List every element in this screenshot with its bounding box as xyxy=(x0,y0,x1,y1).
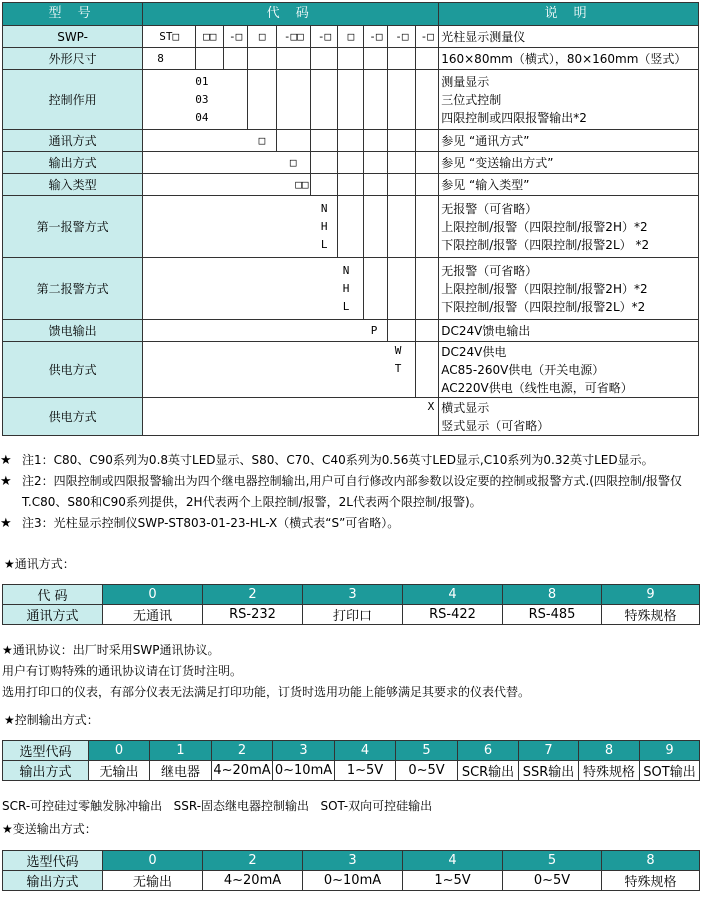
tx-section-title: ★变送输出方式： xyxy=(2,822,97,836)
alarm2-code-h: H xyxy=(342,281,350,295)
power-desc-2: AC85-260V供电（开关电源） xyxy=(441,362,605,377)
series-label: SWP- xyxy=(3,26,143,48)
display-desc-2: 竖式显示（可省略） xyxy=(441,418,550,433)
control-code-04: 04 xyxy=(195,110,209,124)
header-row xyxy=(3,3,699,26)
ctrl-code: 4 xyxy=(335,741,396,761)
tx-header-label: 选型代码 xyxy=(3,851,103,871)
code-input: -□□ xyxy=(277,26,311,48)
tx-code: 2 xyxy=(203,851,303,871)
ctrl-value: 特殊规格 xyxy=(579,761,640,781)
tx-value: 0~10mA xyxy=(303,871,403,891)
input-label: 输入类型 xyxy=(3,174,143,196)
ctrl-value: SCR输出 xyxy=(458,761,519,781)
star-icon: ★ xyxy=(0,453,12,468)
comm-code: 4 xyxy=(403,585,503,605)
size-desc: 160×80mm（横式），80×160mm（竖式） xyxy=(439,48,699,70)
tx-table xyxy=(2,850,700,891)
tx-value-row xyxy=(3,871,700,891)
comm-value: RS-422 xyxy=(403,605,503,625)
note-2-text: 注2：四限控制或四限报警输出为四个继电器控制输出,用户可自行修改内部参数以设定要的控制或报警方式.(四限控制/报警仅T.C80、S80和C90系列提供，2H代表两个上限控制/报警，2L代表两个限控制/报警)。 xyxy=(22,474,682,509)
ctrl-note: SCR-可控硅过零触发脉冲输出 SSR-固态继电器控制输出 SOT-双向可控硅输出 xyxy=(2,799,433,813)
display-label: 供电方式 xyxy=(3,398,143,436)
comm-code: □ xyxy=(143,130,277,152)
control-row xyxy=(3,70,699,130)
note-3-text: 注3：光柱显示控制仪SWP-ST803-01-23-HL-X（横式表“S”可省略）。 xyxy=(22,516,400,530)
tx-code: 4 xyxy=(403,851,503,871)
output-row xyxy=(3,152,699,174)
alarm1-code-l: L xyxy=(320,237,328,251)
size-row xyxy=(3,48,699,70)
code-power: -□ xyxy=(388,26,416,48)
code-control: -□ xyxy=(224,26,248,48)
tx-value: 1~5V xyxy=(403,871,503,891)
ctrl-value: 0~5V xyxy=(396,761,458,781)
ctrl-header-label: 选型代码 xyxy=(3,741,89,761)
input-desc: 参见 “输入类型” xyxy=(439,174,699,196)
code-size: □□ xyxy=(196,26,224,48)
control-desc-3: 四限控制或四限报警输出*2 xyxy=(441,110,587,125)
comm-value: 特殊规格 xyxy=(602,605,700,625)
header-desc: 说 明 xyxy=(439,3,699,26)
ctrl-code: 6 xyxy=(458,741,519,761)
star-icon: ★ xyxy=(0,516,12,531)
comm-value: 无通讯 xyxy=(103,605,203,625)
ctrl-value: 继电器 xyxy=(150,761,212,781)
comm-value-row xyxy=(3,605,700,625)
code-feed: -□ xyxy=(364,26,388,48)
note-3 xyxy=(0,513,701,534)
feed-code: P xyxy=(143,320,388,342)
ctrl-value: 4~20mA xyxy=(212,761,273,781)
comm-note-2: 用户有订购特殊的通讯协议请在订货时注明。 xyxy=(2,664,243,678)
feed-label: 馈电输出 xyxy=(3,320,143,342)
alarm2-desc-1: 无报警（可省略） xyxy=(441,263,538,278)
output-desc: 参见 “变送输出方式” xyxy=(439,152,699,174)
comm-value: 打印口 xyxy=(303,605,403,625)
control-desc-2: 三位式控制 xyxy=(441,92,502,107)
alarm1-label: 第一报警方式 xyxy=(3,196,143,258)
size-label: 外形尺寸 xyxy=(3,48,143,70)
code-st: ST□ xyxy=(143,26,196,48)
control-desc-1: 测量显示 xyxy=(441,74,490,89)
output-label: 输出方式 xyxy=(3,152,143,174)
feed-desc: DC24V馈电输出 xyxy=(439,320,699,342)
comm-code: 9 xyxy=(602,585,700,605)
feed-row xyxy=(3,320,699,342)
ctrl-value: SSR输出 xyxy=(519,761,579,781)
ctrl-code: 9 xyxy=(640,741,700,761)
display-desc-1: 横式显示 xyxy=(441,400,490,415)
tx-value: 0~5V xyxy=(503,871,602,891)
comm-header-label: 代 码 xyxy=(3,585,103,605)
ctrl-table xyxy=(2,740,700,781)
ctrl-code: 1 xyxy=(150,741,212,761)
star-icon: ★ xyxy=(0,474,12,489)
ctrl-section-title: ★控制输出方式： xyxy=(4,713,99,727)
ctrl-value: 0~10mA xyxy=(273,761,335,781)
ctrl-value: SOT输出 xyxy=(640,761,700,781)
comm-section-title: ★通讯方式： xyxy=(4,557,75,571)
code-alarm2: □ xyxy=(338,26,364,48)
ctrl-code-row xyxy=(3,741,700,761)
alarm2-desc-2: 上限控制/报警（四限控制/报警2H）*2 xyxy=(441,281,648,296)
control-code-01: 01 xyxy=(195,74,209,88)
power-code-t: T xyxy=(394,362,402,375)
comm-value: RS-232 xyxy=(203,605,303,625)
code-alarm1: -□ xyxy=(311,26,338,48)
note-1-text: 注1：C80、C90系列为0.8英寸LED显示、S80、C70、C40系列为0.56英寸LED显示,C10系列为0.32英寸LED显示。 xyxy=(22,453,654,467)
comm-code: 0 xyxy=(103,585,203,605)
alarm1-desc-3: 下限控制/报警（四限控制/报警2L） *2 xyxy=(441,237,650,252)
comm-note-1: ★通讯协议：出厂时采用SWP通讯协议。 xyxy=(2,643,220,657)
power-code-w: W xyxy=(394,344,402,357)
ctrl-code: 0 xyxy=(89,741,150,761)
ctrl-code: 5 xyxy=(396,741,458,761)
control-label: 控制作用 xyxy=(3,70,143,130)
ctrl-code: 3 xyxy=(273,741,335,761)
tx-code: 3 xyxy=(303,851,403,871)
note-2 xyxy=(0,471,701,513)
ctrl-code: 7 xyxy=(519,741,579,761)
alarm2-code-l: L xyxy=(342,299,350,313)
display-row xyxy=(3,398,699,436)
comm-note-3: 选用打印口的仪表，有部分仪表无法满足打印功能，订货时选用功能上能够满足其要求的仪表代替。 xyxy=(2,685,531,699)
size-code: 8 xyxy=(143,48,196,70)
comm-row xyxy=(3,130,699,152)
alarm1-desc-1: 无报警（可省略） xyxy=(441,201,538,216)
notes xyxy=(0,450,701,534)
control-code-03: 03 xyxy=(195,92,209,106)
comm-row-label: 通讯方式 xyxy=(3,605,103,625)
comm-table xyxy=(2,584,700,625)
power-row xyxy=(3,342,699,398)
alarm2-row xyxy=(3,258,699,320)
comm-code-row xyxy=(3,585,700,605)
comm-value: RS-485 xyxy=(503,605,602,625)
ctrl-value: 1~5V xyxy=(335,761,396,781)
tx-code: 8 xyxy=(602,851,700,871)
alarm2-label: 第二报警方式 xyxy=(3,258,143,320)
model-code-table xyxy=(2,2,699,436)
comm-code: 8 xyxy=(503,585,602,605)
power-desc-3: AC220V供电（线性电源，可省略） xyxy=(441,380,633,395)
alarm2-desc-3: 下限控制/报警（四限控制/报警2L）*2 xyxy=(441,299,646,314)
comm-notes xyxy=(2,640,701,703)
output-code: □ xyxy=(143,152,311,174)
code-comm: □ xyxy=(248,26,277,48)
alarm1-code-n: N xyxy=(320,201,328,215)
comm-desc: 参见 “通讯方式” xyxy=(439,130,699,152)
comm-code: 3 xyxy=(303,585,403,605)
tx-value: 4~20mA xyxy=(203,871,303,891)
tx-value: 特殊规格 xyxy=(602,871,700,891)
note-1 xyxy=(0,450,701,471)
ctrl-code: 8 xyxy=(579,741,640,761)
tx-code: 5 xyxy=(503,851,602,871)
code-display: -□ xyxy=(416,26,439,48)
alarm1-code-h: H xyxy=(320,219,328,233)
comm-label: 通讯方式 xyxy=(3,130,143,152)
input-code: □□ xyxy=(143,174,311,196)
alarm1-desc-2: 上限控制/报警（四限控制/报警2H）*2 xyxy=(441,219,648,234)
ctrl-value-row xyxy=(3,761,700,781)
tx-row-label: 输出方式 xyxy=(3,871,103,891)
ctrl-row-label: 输出方式 xyxy=(3,761,89,781)
alarm2-code-n: N xyxy=(342,263,350,277)
comm-code: 2 xyxy=(203,585,303,605)
header-model: 型 号 xyxy=(3,3,143,26)
alarm1-row xyxy=(3,196,699,258)
ctrl-code: 2 xyxy=(212,741,273,761)
tx-value: 无输出 xyxy=(103,871,203,891)
power-label: 供电方式 xyxy=(3,342,143,398)
tx-code: 0 xyxy=(103,851,203,871)
display-code: X xyxy=(427,400,435,413)
power-desc-1: DC24V供电 xyxy=(441,344,507,359)
ctrl-value: 无输出 xyxy=(89,761,150,781)
tx-code-row xyxy=(3,851,700,871)
product-desc: 光柱显示测量仪 xyxy=(439,26,699,48)
code-row xyxy=(3,26,699,48)
input-row xyxy=(3,174,699,196)
header-code: 代 码 xyxy=(143,3,439,26)
